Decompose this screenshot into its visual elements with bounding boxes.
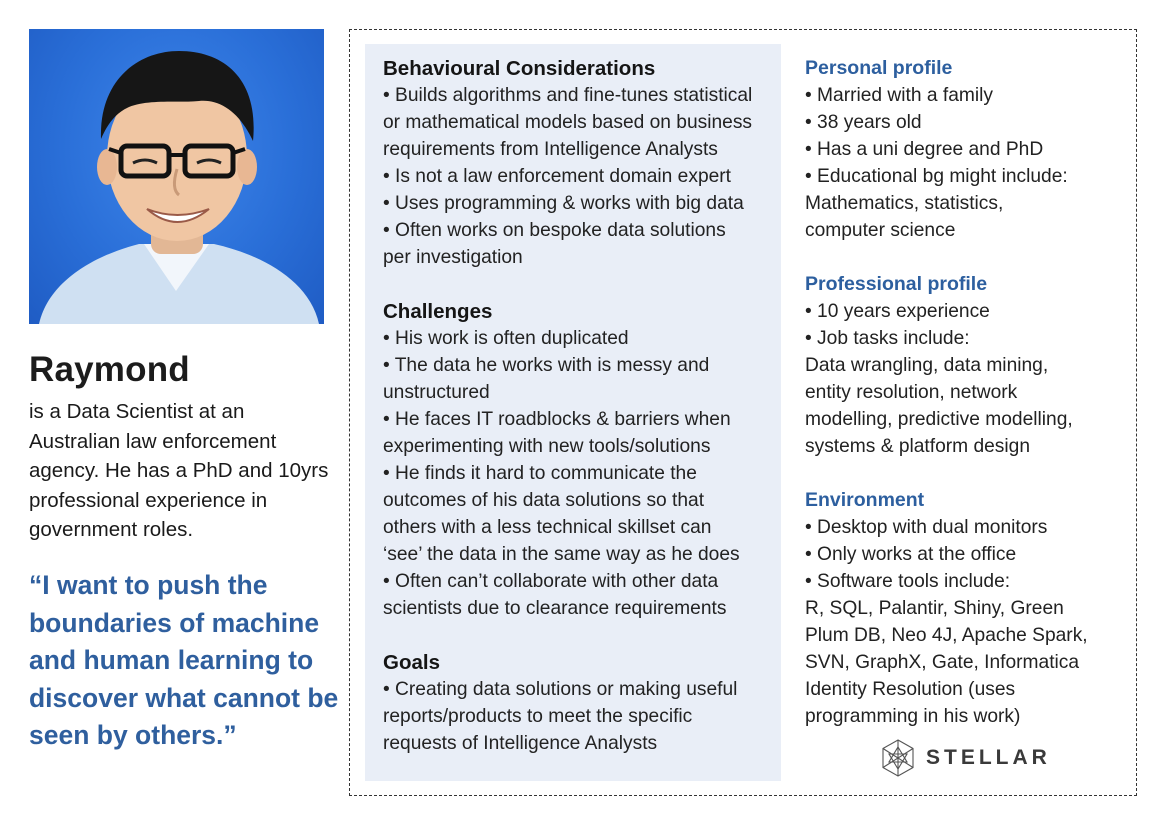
list-item: • He finds it hard to communicate the	[383, 463, 697, 484]
list-item: • The data he works with is messy and	[383, 355, 710, 376]
list-item: scientists due to clearance requirements	[383, 598, 727, 619]
list-item: • His work is often duplicated	[383, 328, 629, 349]
list-item: or mathematical models based on business	[383, 112, 753, 133]
list-item: ‘see’ the data in the same way as he does	[383, 544, 740, 565]
list-item: Mathematics, statistics,	[805, 193, 1004, 214]
list-item: Plum DB, Neo 4J, Apache Spark,	[805, 625, 1088, 646]
list-item: • 38 years old	[805, 112, 922, 133]
persona-photo	[29, 29, 324, 324]
list-item: • Educational bg might include:	[805, 166, 1068, 187]
list-item: Data wrangling, data mining,	[805, 355, 1049, 376]
list-item: • Uses programming & works with big data	[383, 193, 744, 214]
right-column	[805, 55, 1125, 730]
persona-bio: is a Data Scientist at an Australian law enforcement agency. He has a PhD and 10yrs professional experience in government roles.	[29, 400, 329, 541]
behavioural-section	[383, 55, 778, 271]
list-item: SVN, GraphX, Gate, Informatica	[805, 652, 1080, 673]
list-item: • Is not a law enforcement domain expert	[383, 166, 732, 187]
challenges-heading: Challenges	[383, 300, 493, 323]
list-item: others with a less technical skillset can	[383, 517, 712, 538]
list-item: • Married with a family	[805, 85, 993, 106]
list-item: • Often works on bespoke data solutions	[383, 220, 726, 241]
list-item: • 10 years experience	[805, 301, 990, 322]
geodesic-sphere-icon	[880, 739, 916, 777]
goals-heading: Goals	[383, 651, 440, 674]
list-item: outcomes of his data solutions so that	[383, 490, 705, 511]
list-item: • Desktop with dual monitors	[805, 517, 1048, 538]
challenges-section	[383, 298, 778, 622]
list-item: • He faces IT roadblocks & barriers when	[383, 409, 731, 430]
list-item: R, SQL, Palantir, Shiny, Green	[805, 598, 1064, 619]
list-item: experimenting with new tools/solutions	[383, 436, 711, 457]
goals-section	[383, 649, 778, 757]
list-item: computer science	[805, 220, 956, 241]
personal-section	[805, 55, 1125, 244]
list-item: per investigation	[383, 247, 523, 268]
environment-section	[805, 487, 1125, 730]
behavioural-heading: Behavioural Considerations	[383, 57, 656, 80]
list-item: • Software tools include:	[805, 571, 1011, 592]
list-item: entity resolution, network	[805, 382, 1018, 403]
environment-heading: Environment	[805, 489, 925, 511]
personal-heading: Personal profile	[805, 57, 953, 79]
professional-section	[805, 271, 1125, 460]
list-item: systems & platform design	[805, 436, 1031, 457]
list-item: • Builds algorithms and fine-tunes statistical	[383, 85, 753, 106]
list-item: unstructured	[383, 382, 490, 403]
list-item: programming in his work)	[805, 706, 1021, 727]
list-item: • Creating data solutions or making useful	[383, 679, 738, 700]
list-item: modelling, predictive modelling,	[805, 409, 1073, 430]
logo-text: STELLAR	[926, 746, 1051, 769]
portrait-illustration	[29, 29, 324, 324]
list-item: Identity Resolution (uses	[805, 679, 1016, 700]
persona-name: Raymond	[29, 350, 190, 389]
list-item: requests of Intelligence Analysts	[383, 733, 658, 754]
middle-column	[383, 55, 778, 757]
list-item: • Has a uni degree and PhD	[805, 139, 1044, 160]
list-item: • Job tasks include:	[805, 328, 970, 349]
list-item: requirements from Intelligence Analysts	[383, 139, 718, 160]
list-item: • Often can’t collaborate with other data	[383, 571, 719, 592]
professional-heading: Professional profile	[805, 273, 988, 295]
list-item: reports/products to meet the specific	[383, 706, 693, 727]
stellar-logo	[880, 739, 1051, 777]
list-item: • Only works at the office	[805, 544, 1017, 565]
persona-quote: “I want to push the boundaries of machine and human learning to discover what cannot be seen by others.”	[29, 570, 339, 751]
